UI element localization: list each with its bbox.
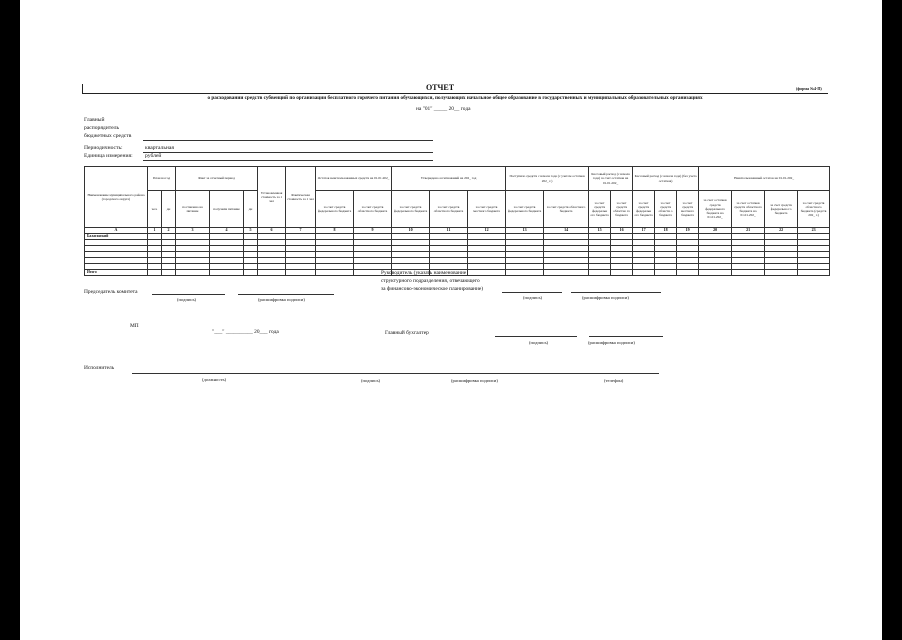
chief-accountant-label: Главный бухгалтер [385,330,429,336]
sub-cash1-fed: за счет средств федеральн ого бюджета [589,191,611,228]
sub-days: дн [162,191,176,228]
sub-received-fed: за счет средств федерального бюджета [506,191,544,228]
column-number-cell: 4 [210,228,244,234]
document-title: ОТЧЕТ [425,83,455,92]
header-established-cost: Установленная стоимость за 1 чел [258,167,286,228]
executor-phone-caption: (телефон) [604,378,624,383]
column-number-cell: 10 [392,228,430,234]
committee-chair-label: Председатель комитета [84,289,138,295]
accountant-decoding-caption: (расшифровка подписи) [588,340,635,345]
executor-label: Исполнитель [84,365,115,371]
head-signature-caption: (подпись) [523,295,543,300]
header-fact: Факт за отчетный период [176,167,258,191]
scan-border-left [0,0,20,640]
column-number-cell: 16 [611,228,633,234]
total-label: Итого [85,270,148,276]
header-approved: Утверждено ассигнований на 202_ год [392,167,506,191]
periodicity-line [143,152,433,153]
accountant-signature-caption: (подпись) [529,340,549,345]
header-plan: План на год [148,167,176,191]
executor-decoding-caption: (расшифровка подписи) [451,378,498,383]
sub-received-food: получили питание [210,191,244,228]
sub-approved-reg: за счет средств областного бюджета [430,191,468,228]
head-label-1: Руководитель (указать наименование [381,270,467,276]
accountant-decoding-line [589,336,663,337]
column-number-cell: 9 [354,228,392,234]
sub-persons: чел. [148,191,162,228]
row-region-label: Балаганский [85,234,148,240]
main-manager-label-2: распорядитель [84,125,120,131]
executor-line [132,373,659,374]
form-number-note: (форма №4-П) [796,86,822,91]
column-number-cell: 8 [316,228,354,234]
column-number-cell: А [85,228,148,234]
head-label-3: за финансово-экономическое планирование) [381,286,484,292]
main-manager-line [143,140,433,141]
head-decoding-line [571,292,661,293]
unit-value: рублей [145,153,162,159]
sub-approved-fed: за счет средств федерального бюджета [392,191,430,228]
sub-rem-fed: за счет остатков средств федерального бюджета на 01.01.202_ [699,191,732,228]
report-table [84,166,830,276]
column-number-cell: 17 [633,228,655,234]
column-number-cell: 1 [148,228,162,234]
sub-rem-reg-short: за счет средств областного бюджета (средств 202_ г.) [798,191,830,228]
chair-signature-line [152,294,225,295]
sign-date-line: "___" __________ 20___ года [212,329,279,335]
column-number-cell: 21 [732,228,765,234]
head-signature-line [502,292,562,293]
header-cash-no-remainders: Кассовый расход (с начала года) (без учета остатков) [633,167,699,191]
header-region: Наименование муниципального района (городского округа) [85,167,148,228]
column-number-cell: 7 [286,228,316,234]
sub-unused-fed: за счет средств федерального бюджета [316,191,354,228]
sub-cash2-reg: за счет средств областн о бюджета [655,191,677,228]
column-number-cell: 20 [699,228,732,234]
header-unused: Остаток неиспользованных средств на 01.01.202_ [316,167,392,191]
accountant-signature-line [495,336,577,337]
title-underline [82,93,828,94]
sub-rem-fed-short: за счет средств федерально го бюджета [765,191,798,228]
sub-days-2: дн [244,191,258,228]
main-manager-label-1: Главный [84,117,105,123]
header-actual-cost: Фактическая стоимость за 1 чел [286,167,316,228]
head-decoding-caption: (расшифровка подписи) [582,295,629,300]
report-date-line: на "01" _____ 20__ года [416,106,471,112]
sub-supplied: поставлено на питание [176,191,210,228]
sub-cash1-reg: за счет средств областно го бюджета [611,191,633,228]
chair-decoding-caption: (расшифровка подписи) [258,297,305,302]
head-label-2: структурного подразделения, отвечающего [381,278,480,284]
sub-received-reg: за счет средств областного бюджета [544,191,589,228]
sub-approved-mun: за счет средств местного бюджета [468,191,506,228]
header-received: Поступило средств с начала года (с учетом остатков 202_ г.) [506,167,589,191]
sub-rem-reg: за счет остатков средств областного бюджета на 01.01.202_ [732,191,765,228]
chair-signature-caption: (подпись) [177,297,197,302]
unit-label: Единица измерения: [84,153,133,159]
header-unused-remainder: Неиспользованный остаток на 01.01.202_ [699,167,830,191]
column-number-cell: 13 [506,228,544,234]
scan-border-right [882,0,902,640]
column-number-cell: 14 [544,228,589,234]
main-manager-label-3: бюджетных средств [84,133,132,139]
sub-unused-reg: за счет средств областного бюджета [354,191,392,228]
column-number-cell: 11 [430,228,468,234]
column-number-cell: 2 [162,228,176,234]
sub-cash2-mun: за счет средств местного бюджета [677,191,699,228]
header-cash-remainders: Кассовый расход (с начала года) за счет остатков на 01.01.202_ [589,167,633,191]
column-number-cell: 5 [244,228,258,234]
executor-position-caption: (должность) [202,377,227,382]
periodicity-label: Периодичность: [84,145,123,151]
chair-decoding-line [238,294,334,295]
document-subtitle: о расходовании средств субвенций по организации бесплатного горячего питания обучающихся, получающих начальное общее образование в государственных и муниципальных образовательных организациях [207,95,703,101]
unit-line [143,160,433,161]
periodicity-value: квартальная [145,145,174,151]
column-number-cell: 22 [765,228,798,234]
column-number-cell: 18 [655,228,677,234]
column-number-cell: 19 [677,228,699,234]
executor-signature-caption: (подпись) [361,378,381,383]
column-number-cell: 23 [798,228,830,234]
stamp-place-label: МП [130,323,139,329]
column-number-cell: 15 [589,228,611,234]
sub-cash2-fed: за счет средств федеральн ого бюджета [633,191,655,228]
column-number-cell: 6 [258,228,286,234]
column-number-cell: 12 [468,228,506,234]
column-number-cell: 3 [176,228,210,234]
